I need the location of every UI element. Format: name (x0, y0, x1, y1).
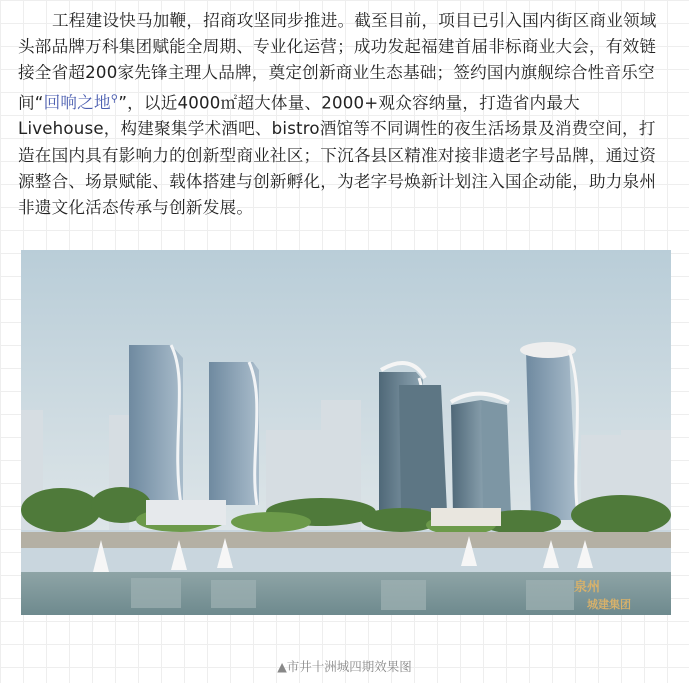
paragraph-text-part2: ”，以近4000㎡超大体量、2000+观众容纳量，打造省内最大Livehouse，构建聚集学术酒吧、bistro酒馆等不同调性的夜生活场景及消费空间，打造在国内具有影响力的创新型商业社区；下沉各县区精准对接非遗老字号品牌，通过资源整合、场景赋能、载体搭建与创新孵化，为老字号焕新计划注入国企动能，助力泉州非遗文化活态传承与创新发展。 (18, 93, 657, 217)
link-text[interactable]: 回响之地 (43, 93, 111, 113)
paragraph-text-part1: 工程建设快马加鞭，招商攻坚同步推进。截至目前，项目已引入国内街区商业领域头部品牌万科集团赋能全周期、专业化运营；成功发起福建首届非标商业大会，有效链接全省超200家先锋主理人品牌，奠定创新商业生态基础；签约国内旗舰综合性音乐空间“ (18, 11, 657, 113)
article-paragraph (18, 8, 670, 221)
image-caption: ▲市井十洲城四期效果图 (277, 659, 412, 674)
rendering-image (21, 250, 671, 615)
huixiang-link[interactable] (44, 93, 119, 112)
watermark-line1: 泉州 (574, 580, 601, 595)
watermark-line2: 城建集团 (587, 598, 631, 611)
search-icon[interactable]: ⚲ (110, 93, 119, 105)
